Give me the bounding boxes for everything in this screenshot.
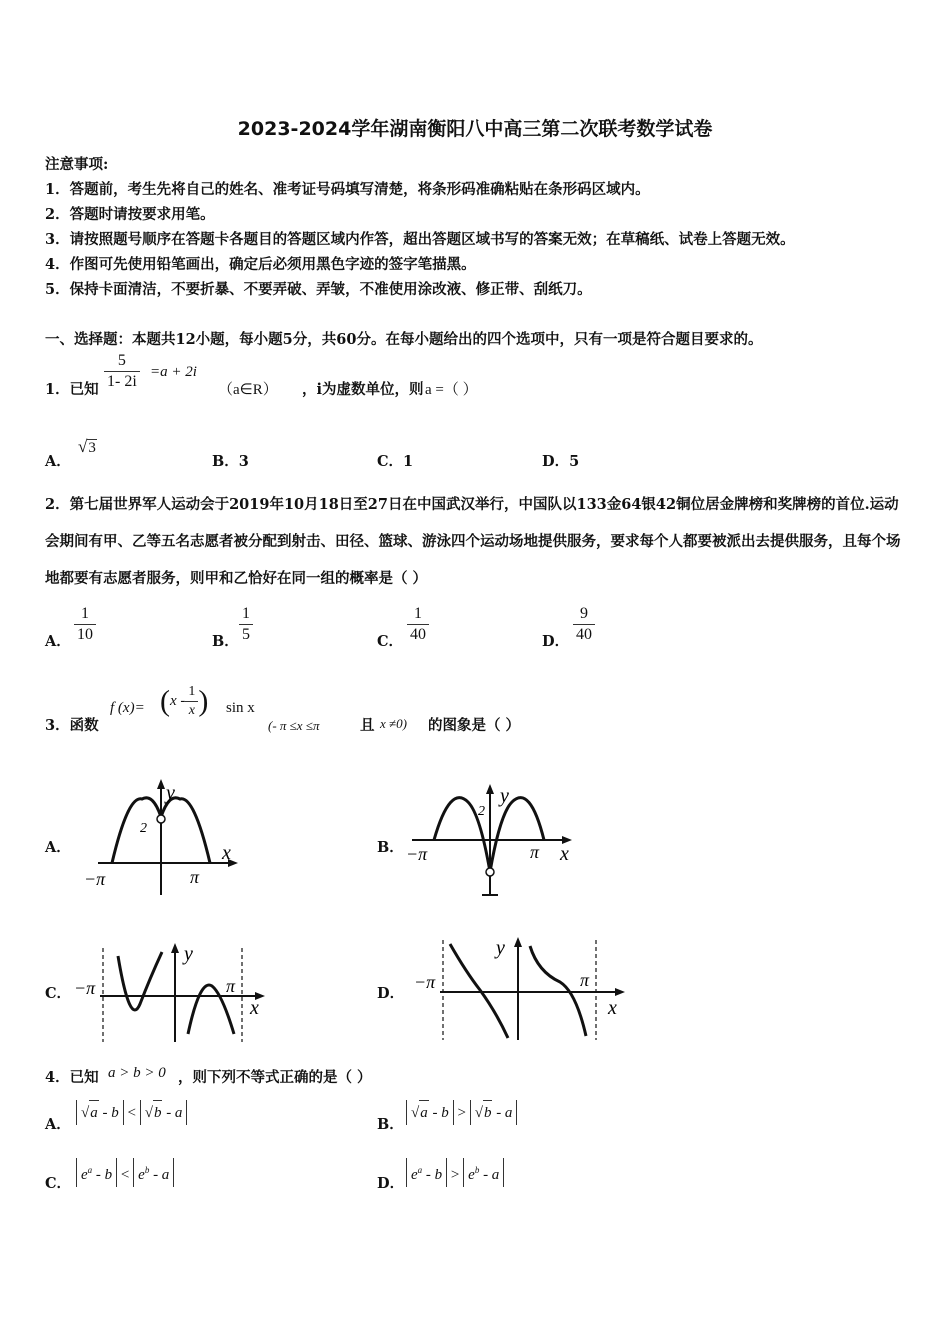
q3-fx: f (x)= bbox=[110, 700, 145, 716]
graph-c-x-label: x bbox=[250, 997, 259, 1019]
graph-c-neg-pi: −π bbox=[74, 978, 96, 998]
notice-item: 2．答题时请按要求用笔。 bbox=[45, 206, 215, 223]
q3-graph-a[interactable] bbox=[80, 775, 245, 900]
q3-sin: sin x bbox=[226, 700, 255, 716]
q1-fraction bbox=[104, 352, 140, 391]
q4-option-b-expr: √a - b > √b - a bbox=[406, 1100, 517, 1125]
q2-option-a-frac bbox=[74, 605, 96, 644]
q4-option-d[interactable] bbox=[377, 1172, 404, 1193]
graph-a-neg-pi: −π bbox=[84, 869, 106, 889]
q1-frac-num: 5 bbox=[104, 352, 140, 372]
notice-heading: 注意事项: bbox=[45, 156, 109, 173]
graph-b-y-label: y bbox=[500, 785, 509, 807]
graph-a-x-label: x bbox=[222, 842, 231, 864]
q4-a-sqrt-b: b bbox=[153, 1100, 163, 1125]
q3-tail: 的图象是（ ） bbox=[428, 717, 521, 734]
q4-option-b-label: B． bbox=[377, 1116, 404, 1133]
q2-d-num: 9 bbox=[573, 605, 595, 625]
q3-domain: (- π ≤x ≤π bbox=[268, 718, 320, 733]
notice-item: 5．保持卡面清洁，不要折暴、不要弄破、弄皱，不准使用涂改液、修正带、刮纸刀。 bbox=[45, 281, 592, 298]
q4-a-op: < bbox=[127, 1105, 136, 1121]
graph-c-y-arrow bbox=[171, 943, 179, 953]
q2-option-d[interactable] bbox=[542, 630, 569, 651]
q4-tail: ，则下列不等式正确的是（ ） bbox=[178, 1069, 372, 1086]
graph-d-x-arrow bbox=[615, 988, 625, 996]
graph-a-pi: π bbox=[190, 867, 200, 887]
graph-a-y-arrow bbox=[157, 779, 165, 789]
q2-a-num: 1 bbox=[74, 605, 96, 625]
q2-b-den: 5 bbox=[242, 626, 250, 643]
q4-d-minus-a: - a bbox=[479, 1167, 500, 1183]
q3-domain2: x ≠0) bbox=[380, 716, 407, 731]
q3-number: 3．函数 bbox=[45, 717, 99, 734]
q3-option-a[interactable]: A． bbox=[45, 839, 71, 856]
q3-option-b[interactable]: B． bbox=[377, 839, 404, 856]
q3-option-d[interactable]: D． bbox=[377, 985, 405, 1002]
q1-option-d[interactable]: D．5 bbox=[542, 453, 580, 470]
page-title: 2023-2024学年湖南衡阳八中高三第二次联考数学试卷 bbox=[237, 118, 713, 140]
graph-b-two: 2 bbox=[478, 804, 485, 819]
q1-mid: ，i为虚数单位，则 bbox=[302, 381, 424, 398]
q4-b-sqrt-b: b bbox=[483, 1100, 493, 1125]
q4-option-c-expr bbox=[76, 1158, 174, 1187]
graph-c-y-label: y bbox=[184, 943, 193, 965]
q4-c-e1: e bbox=[81, 1167, 88, 1183]
q4-d-minus-b: - b bbox=[422, 1167, 443, 1183]
q4-b-op: > bbox=[457, 1105, 466, 1121]
q4-cond: a > b > 0 bbox=[108, 1065, 166, 1081]
q1-option-c[interactable]: C．1 bbox=[377, 453, 414, 470]
q4-c-e2: e bbox=[138, 1167, 145, 1183]
graph-b-pi: π bbox=[530, 842, 540, 862]
q2-a-den: 10 bbox=[77, 626, 93, 643]
q4-option-a-expr: √a - b < √b - a bbox=[76, 1100, 187, 1125]
graph-b-neg-pi: −π bbox=[406, 844, 428, 864]
q2-stem: 2．第七届世界军人运动会于2019年10月18日至27日在中国武汉举行，中国队以133金64银42铜位居金牌榜和奖牌榜的首位.运动会期间有甲、乙等五名志愿者被分配到射击、田径、篮球、游泳四个运动场地提供服务，要求每个人都要被派出去提供服务，且每个场地都要有志愿者服务，则甲和乙恰好在同一组的概率是（ ） bbox=[45, 496, 901, 587]
q2-option-c-label: C． bbox=[377, 633, 404, 650]
q3-graph-b[interactable] bbox=[404, 780, 584, 898]
q4-c-minus-b: - b bbox=[92, 1167, 113, 1183]
q4-b-minus-a: - a bbox=[492, 1105, 513, 1121]
q4-a-minus-a: - a bbox=[162, 1105, 183, 1121]
q4-a-sqrt-a: a bbox=[89, 1100, 99, 1125]
graph-d-pi: π bbox=[580, 970, 590, 990]
q1-number: 1．已知 bbox=[45, 381, 99, 398]
q3-graph-d[interactable] bbox=[400, 932, 635, 1044]
q1-option-a-label: A． bbox=[45, 453, 71, 470]
q4-c-minus-a: - a bbox=[149, 1167, 170, 1183]
q2-c-den: 40 bbox=[410, 626, 426, 643]
q4-c-sup-a: a bbox=[87, 1165, 93, 1175]
section-heading: 一、选择题：本题共12小题，每小题5分，共60分。在每小题给出的四个选项中，只有一项是符合题目要求的。 bbox=[45, 331, 763, 348]
q4-option-d-label: D． bbox=[377, 1175, 405, 1192]
graph-b-x-label: x bbox=[560, 843, 569, 865]
graph-d-y-arrow bbox=[514, 937, 522, 947]
notice-item: 1．答题前，考生先将自己的姓名、准考证号码填写清楚，将条形码准确粘贴在条形码区域内。 bbox=[45, 181, 650, 198]
graph-a-hole bbox=[157, 815, 165, 823]
q4-option-b[interactable] bbox=[377, 1113, 404, 1134]
q4-option-a-label: A． bbox=[45, 1116, 71, 1133]
q2-c-num: 1 bbox=[407, 605, 429, 625]
q3-option-c[interactable]: C． bbox=[45, 985, 72, 1002]
graph-c-left-curve bbox=[118, 952, 162, 1010]
q2-option-a[interactable] bbox=[45, 630, 71, 651]
q4-option-c-label: C． bbox=[45, 1175, 72, 1192]
q2-option-b-label: B． bbox=[212, 633, 239, 650]
q4-d-e1: e bbox=[411, 1167, 418, 1183]
notice-item: 4．作图可先使用铅笔画出，确定后必须用黑色字迹的签字笔描黑。 bbox=[45, 256, 476, 273]
q4-stem: 4．已知 bbox=[45, 1069, 99, 1086]
q4-option-c[interactable] bbox=[45, 1172, 71, 1193]
notice-item: 3．请按照题号顺序在答题卡各题目的答题区域内作答，超出答题区域书写的答案无效；在草稿纸、试卷上答题无效。 bbox=[45, 231, 795, 248]
graph-a-two: 2 bbox=[140, 821, 147, 836]
q2-b-num: 1 bbox=[239, 605, 253, 625]
q4-c-op: < bbox=[120, 1167, 130, 1183]
graph-b-y-arrow bbox=[486, 784, 494, 794]
q4-a-minus-b: - b bbox=[98, 1105, 119, 1121]
q3-graph-c[interactable] bbox=[70, 938, 275, 1048]
graph-a-y-label: y bbox=[166, 782, 175, 804]
q4-d-op: > bbox=[450, 1167, 460, 1183]
q3-paren-expr: (x - $\frac{1}{x}$ ) bbox=[160, 684, 209, 718]
q4-option-a[interactable] bbox=[45, 1113, 71, 1134]
q3-inner: x - bbox=[170, 693, 186, 709]
q1-option-b[interactable]: B．3 bbox=[212, 453, 249, 470]
q1-rhs: =a + 2i bbox=[150, 364, 197, 380]
q1-stem bbox=[45, 378, 99, 399]
q1-sqrt-3: 3 bbox=[88, 440, 96, 456]
graph-c-pi: π bbox=[226, 976, 236, 996]
q2-option-d-label: D． bbox=[542, 633, 570, 650]
q1-frac-den: 1- 2i bbox=[107, 373, 137, 390]
q4-d-sup-a: a bbox=[417, 1165, 423, 1175]
q4-d-sup-b: b bbox=[474, 1165, 480, 1175]
q1-option-a-value: √3 bbox=[78, 437, 96, 456]
graph-b-hole bbox=[486, 868, 494, 876]
q2-option-b-frac bbox=[239, 605, 253, 644]
q2-option-c[interactable] bbox=[377, 630, 403, 651]
graph-d-x-label: x bbox=[608, 997, 617, 1019]
q3-frac-num: 1 bbox=[185, 684, 198, 702]
q1-option-a[interactable] bbox=[45, 450, 71, 471]
q3-and: 且 bbox=[360, 717, 375, 734]
q4-b-sqrt-a: a bbox=[419, 1100, 429, 1125]
q3-frac-den: x bbox=[188, 703, 196, 718]
q4-option-d-expr bbox=[406, 1158, 504, 1187]
q1-cond: （a∈R） bbox=[218, 382, 278, 398]
graph-d-neg-pi: −π bbox=[414, 972, 436, 992]
q2-option-c-frac bbox=[407, 605, 429, 644]
q4-d-e2: e bbox=[468, 1167, 475, 1183]
q2-option-a-label: A． bbox=[45, 633, 71, 650]
q1-ask: a =（ ） bbox=[425, 382, 478, 398]
q2-option-b[interactable] bbox=[212, 630, 239, 651]
q4-c-sup-b: b bbox=[144, 1165, 150, 1175]
q4-b-minus-b: - b bbox=[428, 1105, 449, 1121]
q2-d-den: 40 bbox=[576, 626, 592, 643]
graph-d-y-label: y bbox=[496, 937, 505, 959]
q2-option-d-frac bbox=[573, 605, 595, 644]
